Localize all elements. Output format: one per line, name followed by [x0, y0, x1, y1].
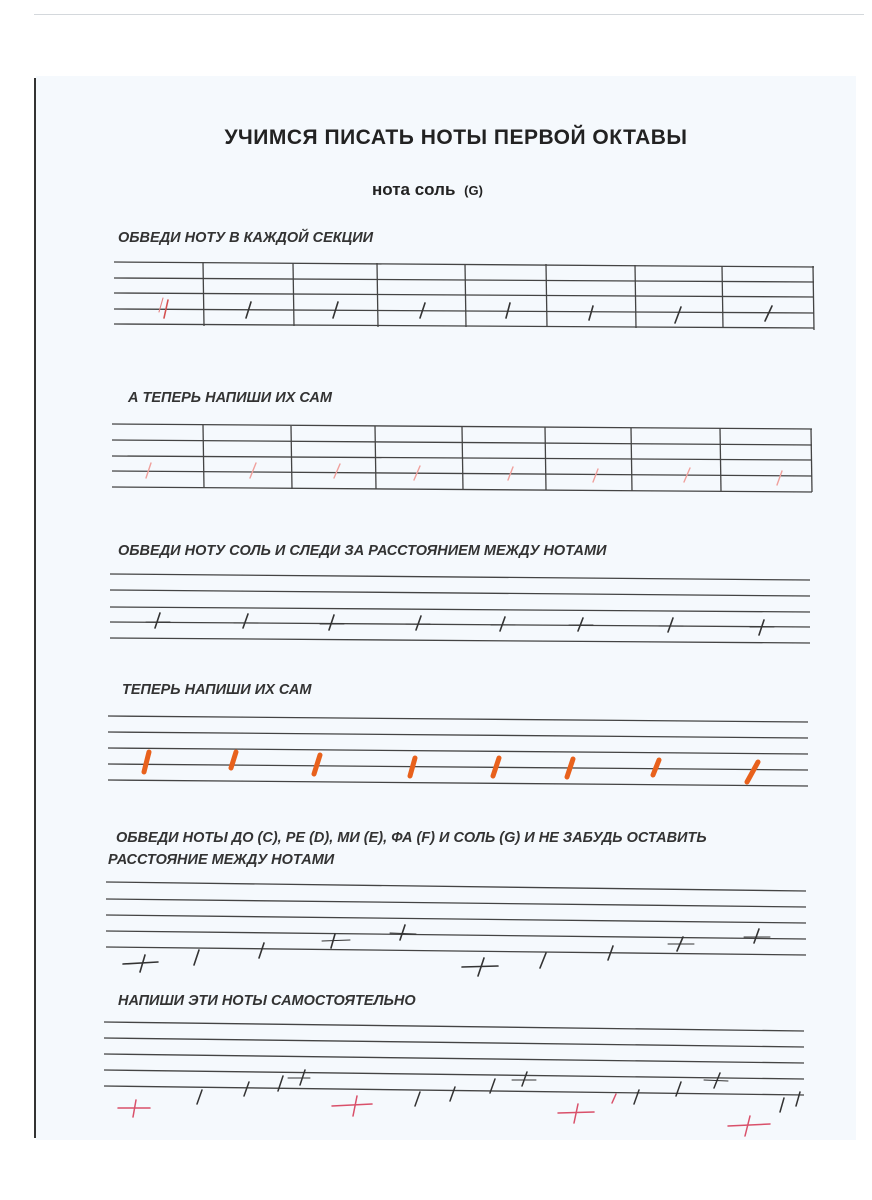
instruction-4: ТЕПЕРЬ НАПИШИ ИХ САМ [122, 682, 312, 698]
note-g-trace-6 [589, 306, 593, 320]
note-g-1 [400, 925, 405, 940]
ledger-c-1 [123, 962, 158, 964]
staff-6 [104, 1022, 804, 1095]
note-e-1 [259, 943, 264, 958]
instruction-3: ОБВЕДИ НОТУ СОЛЬ И СЛЕДИ ЗА РАССТОЯНИЕМ МЕЖДУ НОТАМИ [118, 543, 607, 559]
subtitle-note-code: (G) [464, 183, 483, 198]
staff-2 [112, 424, 812, 492]
staff-5 [106, 882, 806, 955]
note-d-2 [540, 953, 546, 968]
note-g-trace-7 [675, 307, 681, 323]
staff-6-notes [118, 1070, 800, 1136]
staff-4 [108, 716, 808, 786]
instruction-1: ОБВЕДИ НОТУ В КАЖДОЙ СЕКЦИИ [118, 230, 374, 246]
note-d-1 [194, 950, 199, 965]
instruction-5: ОБВЕДИ НОТЫ ДО (C), РЕ (D), МИ (E), ФА (F) И СОЛЬ (G) И НЕ ЗАБУДЬ ОСТАВИТЬ [116, 830, 707, 846]
ledger-c-2 [462, 966, 498, 967]
staff-3 [110, 574, 810, 643]
note-g-trace-8 [765, 306, 772, 321]
ledger-f-1 [322, 940, 350, 941]
instruction-6: НАПИШИ ЭТИ НОТЫ САМОСТОЯТЕЛЬНО [118, 993, 416, 1009]
staff-1 [114, 262, 814, 330]
instruction-2: А ТЕПЕРЬ НАПИШИ ИХ САМ [128, 390, 332, 406]
note-g-2 [754, 929, 759, 943]
subtitle-text: нота соль [372, 180, 456, 199]
instruction-5-line-2: РАССТОЯНИЕ МЕЖДУ НОТАМИ [108, 852, 335, 868]
note-g-trace-5 [506, 303, 510, 318]
worksheet-title: УЧИМСЯ ПИСАТЬ НОТЫ ПЕРВОЙ ОКТАВЫ [224, 126, 688, 149]
